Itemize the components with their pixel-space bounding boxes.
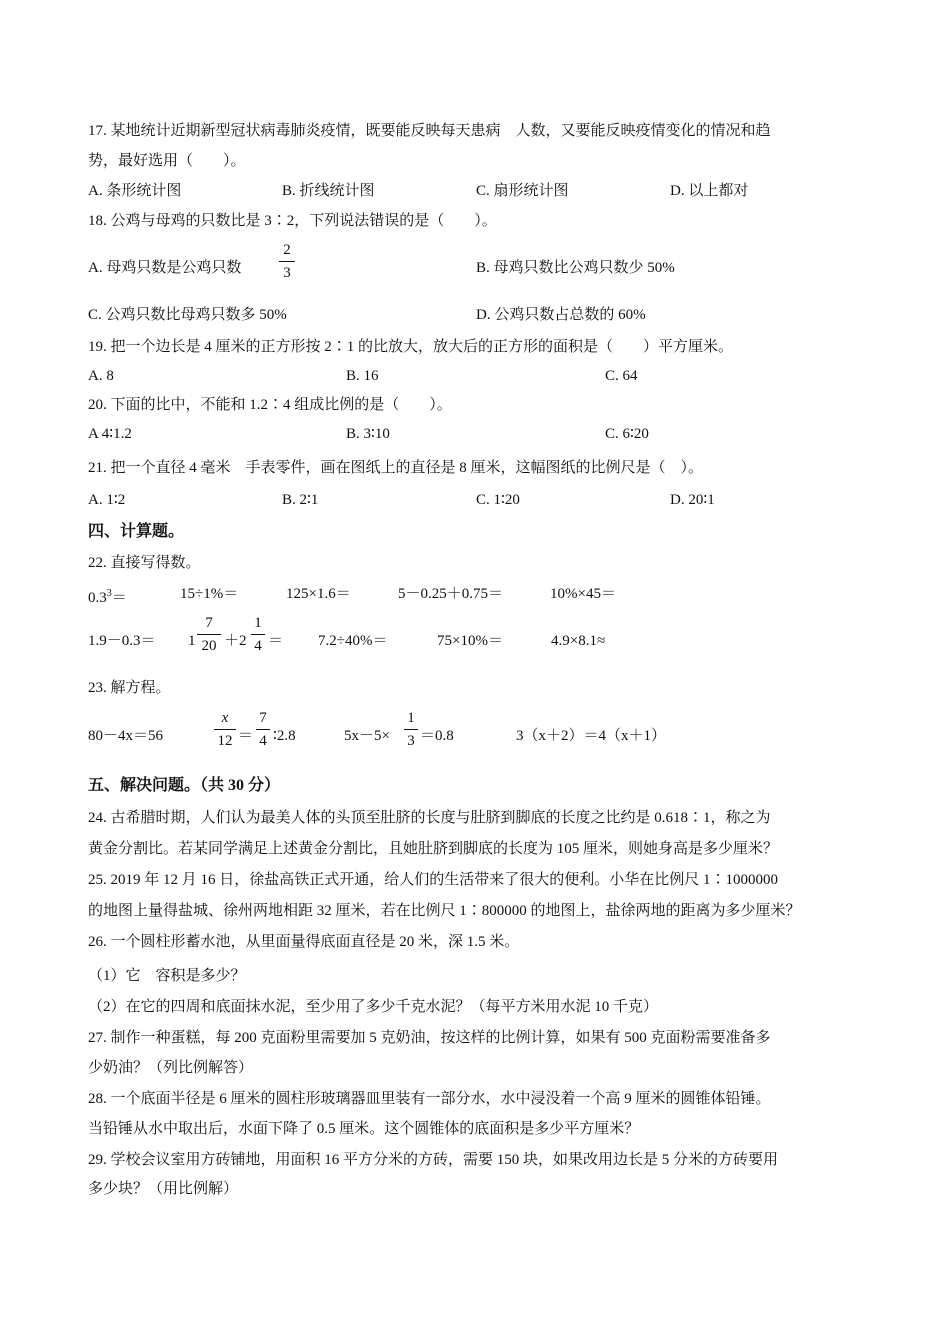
fraction-numerator: 7	[205, 615, 213, 631]
q22-item-2: 15÷1%＝	[180, 586, 239, 602]
q17-option-b: B. 折线统计图	[282, 183, 375, 199]
q22-equals: ＝	[111, 590, 127, 606]
q17-option-a: A. 条形统计图	[88, 183, 182, 199]
q21-stem: 21. 把一个直径 4 毫米 手表零件，画在图纸上的直径是 8 厘米，这幅图纸的比例尺是（ ）。	[88, 460, 704, 476]
fraction-bar	[251, 634, 265, 635]
q19-option-b: B. 16	[346, 368, 379, 384]
q25-line2: 的地图上量得盐城、徐州两地相距 32 厘米，若在比例尺 1∶800000 的地图上，盐徐两地的距离为多少厘米？	[88, 903, 801, 919]
q20-stem: 20. 下面的比中，不能和 1.2∶4 组成比例的是（ ）。	[88, 397, 452, 413]
fraction-denominator: 3	[283, 265, 291, 281]
q23-equation-2-fraction-2	[256, 709, 270, 750]
section-5-heading: 五、解决问题。（共 30 分）	[88, 777, 281, 794]
q27-line1: 27. 制作一种蛋糕，每 200 克面粉里需要加 5 克奶油，按这样的比例计算，如果有 500 克面粉需要准备多	[88, 1030, 771, 1046]
q29-line2: 多少块？（用比例解）	[88, 1181, 239, 1197]
fraction-numerator: x	[221, 710, 229, 726]
q22-item-8: 7.2÷40%＝	[318, 633, 388, 649]
q19-stem: 19. 把一个边长是 4 厘米的正方形按 2∶1 的比放大，放大后的正方形的面积是（ ）平方厘米。	[88, 339, 734, 355]
q20-option-b: B. 3∶10	[346, 426, 390, 442]
q17-option-c: C. 扇形统计图	[476, 183, 569, 199]
fraction-bar	[404, 729, 418, 730]
q17-line2: 势，最好选用（ ）。	[88, 153, 246, 169]
q22-exponent: 3	[106, 588, 112, 599]
fraction-numerator: 7	[259, 710, 267, 726]
q26-part-1: （1）它 容积是多少？	[88, 968, 246, 984]
fraction-bar	[256, 729, 270, 730]
q22-item-10: 4.9×8.1≈	[551, 633, 606, 649]
fraction-numerator: 1	[254, 615, 262, 631]
q26-part-2: （2）在它的四周和底面抹水泥，至少用了多少千克水泥？（每平方米用水泥 10 千克）	[88, 999, 659, 1015]
fraction-bar	[279, 261, 295, 262]
q22-item-1	[88, 584, 127, 608]
q21-option-d: D. 20∶1	[670, 492, 715, 508]
q22-item-7-fraction-2	[251, 614, 265, 655]
q29-line1: 29. 学校会议室用方砖铺地，用面积 16 平方分米的方砖，需要 150 块，如果改用边长是 5 分米的方砖要用	[88, 1152, 779, 1168]
q19-option-a: A. 8	[88, 368, 114, 384]
fraction-denominator: 4	[259, 733, 267, 749]
fraction-denominator: 12	[217, 733, 233, 749]
q21-option-c: C. 1∶20	[476, 492, 520, 508]
q28-line2: 当铅锤从水中取出后，水面下降了 0.5 厘米。这个圆锥体的底面积是多少平方厘米？	[88, 1121, 640, 1137]
q17-line1: 17. 某地统计近期新型冠状病毒肺炎疫情，既要能反映每天患病 人数，又要能反映疫情变化的情况和趋	[88, 123, 771, 139]
q20-option-a: A 4∶1.2	[88, 426, 132, 442]
q18-option-d: D. 公鸡只数占总数的 60%	[476, 307, 646, 323]
q23-equation-2-tail: ∶2.8	[273, 728, 296, 744]
q22-item-5: 10%×45＝	[550, 586, 616, 602]
q22-base: 0.3	[88, 590, 107, 606]
fraction-bar	[197, 634, 221, 635]
q23-equation-1: 80－4x＝56	[88, 728, 164, 744]
fraction-denominator: 20	[201, 638, 217, 654]
q18-option-a-fraction	[279, 241, 295, 282]
q22-item-6: 1.9－0.3＝	[88, 633, 156, 649]
q24-line1: 24. 古希腊时期，人们认为最美人体的头顶至肚脐的长度与肚脐到脚底的长度之比约是 0.618∶1，称之为	[88, 810, 771, 826]
q22-item-7-fraction-1	[197, 614, 221, 655]
q21-option-b: B. 2∶1	[282, 492, 319, 508]
q18-stem: 18. 公鸡与母鸡的只数比是 3∶2，下列说法错误的是（ ）。	[88, 213, 497, 229]
q19-option-c: C. 64	[605, 368, 638, 384]
q24-line2: 黄金分割比。若某同学满足上述黄金分割比，且她肚脐到脚底的长度为 105 厘米，则她身高是多少厘米？	[88, 841, 779, 857]
q22-item-7-whole: 1	[188, 633, 196, 649]
q22-item-7-equals: ＝	[268, 633, 284, 649]
q25-line1: 25. 2019 年 12 月 16 日，徐盐高铁正式开通，给人们的生活带来了很大的便利。小华在比例尺 1∶1000000	[88, 872, 779, 888]
q28-line1: 28. 一个底面半径是 6 厘米的圆柱形玻璃器皿里装有一部分水，水中浸没着一个高 9 厘米的圆锥体铅锤。	[88, 1091, 771, 1107]
section-4-heading: 四、计算题。	[88, 523, 185, 540]
fraction-bar	[214, 729, 236, 730]
q23-equation-2-fraction-1	[214, 709, 236, 750]
q22-item-3: 125×1.6＝	[286, 586, 351, 602]
q27-line2: 少奶油？（列比例解答）	[88, 1060, 254, 1076]
q23-equation-3-tail: ＝0.8	[420, 728, 454, 744]
fraction-denominator: 4	[254, 638, 262, 654]
q23-equation-3-fraction	[404, 709, 418, 750]
q18-option-a: A. 母鸡只数是公鸡只数	[88, 260, 242, 276]
q26-stem: 26. 一个圆柱形蓄水池，从里面量得底面直径是 20 米，深 1.5 米。	[88, 934, 520, 950]
q23-stem: 23. 解方程。	[88, 680, 171, 696]
q17-option-d: D. 以上都对	[670, 183, 749, 199]
q23-equation-3-head: 5x－5×	[344, 728, 390, 744]
q22-item-4: 5－0.25＋0.75＝	[398, 586, 504, 602]
fraction-numerator: 2	[283, 242, 291, 258]
q22-item-7-operator: ＋2	[224, 633, 247, 649]
fraction-denominator: 3	[407, 733, 415, 749]
q20-option-c: C. 6∶20	[605, 426, 649, 442]
q22-item-9: 75×10%＝	[437, 633, 503, 649]
fraction-numerator: 1	[407, 710, 415, 726]
q18-option-b: B. 母鸡只数比公鸡只数少 50%	[476, 260, 675, 276]
q18-option-c: C. 公鸡只数比母鸡只数多 50%	[88, 307, 287, 323]
q21-option-a: A. 1∶2	[88, 492, 126, 508]
q23-equation-4: 3（x＋2）＝4（x＋1）	[516, 728, 667, 744]
q23-equation-2-equals: ＝	[238, 728, 254, 744]
q22-stem: 22. 直接写得数。	[88, 555, 201, 571]
